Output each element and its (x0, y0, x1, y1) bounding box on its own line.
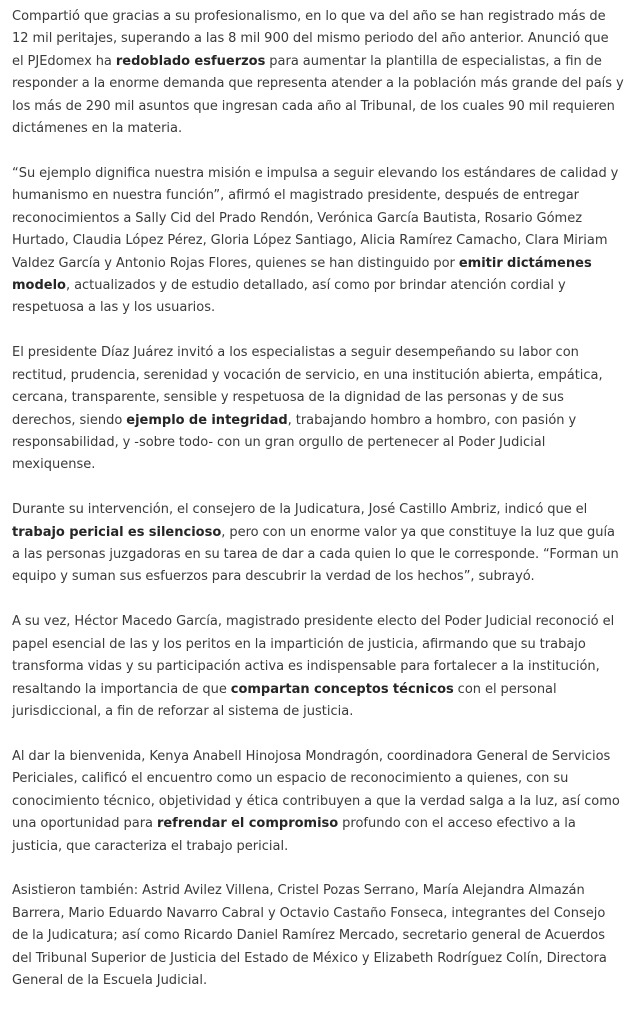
paragraph-text: Durante su intervención, el consejero de la Judicatura, José Castillo Ambriz, indicó que el (12, 502, 588, 518)
paragraph-text: Al dar la bienvenida, Kenya Anabell Hinojosa Mondragón, coordinadora General de Servicios Periciales, calificó el encuentro como un espacio de reconocimiento a quienes, con su conocimiento técnico, objetividad y ética contribuyen a que la verdad salga a la luz, así como una oportunidad para (12, 748, 620, 832)
paragraph-text: con el personal jurisdiccional, a fin de reforzar al sistema de justicia. (12, 681, 557, 719)
paragraph-text: “Su ejemplo dignifica nuestra misión e impulsa a seguir elevando los estándares de calidad y humanismo en nuestra función”, afirmó el magistrado presidente, después de entregar reconocimientos a Sally Cid del Prado Rendón, Verónica García Bautista, Rosario Gómez Hurtado, Claudia López Pérez, Gloria López Santiago, Alicia Ramírez Camacho, Clara Miriam Valdez García y Antonio Rojas Flores, quienes se han distinguido por (12, 165, 619, 271)
paragraph-text: A su vez, Héctor Macedo García, magistrado presidente electo del Poder Judicial reconoció el papel esencial de las y los peritos en la impartición de justicia, afirmando que su trabajo transforma vidas y su participación activa es indispensable para fortalecer a la institución, resaltando la importancia de que (12, 614, 615, 697)
paragraph-text: para aumentar la plantilla de especialistas, a fin de responder a la enorme demanda que representa atender a la población más grande del país y los más de 290 mil asuntos que ingresan cada año al Tribunal, de los cuales 90 mil requieren dictámenes en la materia. (12, 53, 624, 137)
paragraph-text: Asistieron también: Astrid Avilez Villena, Cristel Pozas Serrano, María Alejandra Almazán Barrera, Mario Eduardo Navarro Cabral y Octavio Castaño Fonseca, integrantes del Consejo de la Judicatura; así como Ricardo Daniel Ramírez Mercado, secretario general de Acuerdos del Tribunal Superior de Justicia del Estado de México y Elizabeth Rodríguez Colín, Directora General de la Escuela Judicial. (12, 883, 607, 989)
paragraph-asistentes (12, 880, 624, 992)
paragraph-presidente-electo (12, 611, 624, 723)
emphasis-refrendar-el-compromiso: refrendar el compromiso (156, 816, 339, 832)
paragraph-text: El presidente Díaz Juárez invitó a los especialistas a seguir desempeñando su labor con rectitud, prudencia, serenidad y vocación de servicio, en una institución abierta, empática, cercana, transparente, sensible y respetuosa de la dignidad de las personas y de sus derechos, siendo (12, 345, 603, 428)
paragraph-bienvenida (12, 746, 624, 858)
emphasis-ejemplo-de-integridad: ejemplo de integridad (126, 412, 288, 428)
paragraph-presidente-invitacion (12, 342, 624, 476)
paragraph-peritajes (12, 6, 624, 140)
paragraph-text: , actualizados y de estudio detallado, así como por brindar atención cordial y respetuosa a las y los usuarios. (12, 277, 566, 316)
paragraph-reconocimientos (12, 163, 624, 320)
paragraph-text: , trabajando hombro a hombro, con pasión y responsabilidad, y -sobre todo- con un gran orgullo de pertenecer al Poder Judicial mexiquense. (12, 412, 577, 473)
emphasis-compartan-conceptos-tecnicos: compartan conceptos técnicos (230, 681, 454, 697)
emphasis-emitir-dictamenes-modelo: emitir dictámenes modelo (12, 255, 592, 293)
paragraph-text: Compartió que gracias a su profesionalismo, en lo que va del año se han registrado más de 12 mil peritajes, superando a las 8 mil 900 del mismo periodo del año anterior. Anunció que el PJEdomex ha (12, 9, 609, 69)
emphasis-redoblado-esfuerzos: redoblado esfuerzos (115, 53, 266, 69)
paragraph-text: , pero con un enorme valor ya que constituye la luz que guía a las personas juzgadoras en su tarea de dar a cada quien lo que le corresponde. “Forman un equipo y suman sus esfuerzos para descubrir la verdad de los hechos”, subrayó. (12, 524, 619, 585)
paragraph-text: profundo con el acceso efectivo a la justicia, que caracteriza el trabajo pericial. (12, 816, 576, 854)
emphasis-trabajo-pericial-silencioso: trabajo pericial es silencioso (12, 524, 222, 540)
paragraph-consejero (12, 499, 624, 589)
